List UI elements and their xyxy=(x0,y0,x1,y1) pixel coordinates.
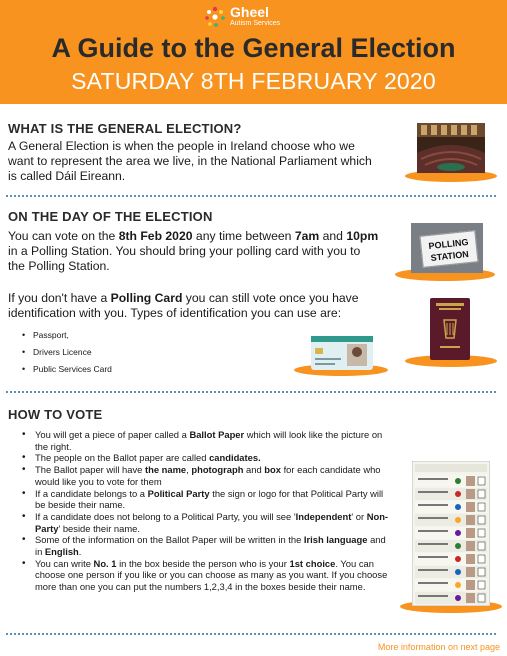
ballot-row xyxy=(415,475,487,487)
ballot-paper-photo xyxy=(412,461,490,606)
text-fragment: for each candidate who would like you to vote for them xyxy=(35,464,381,487)
sign-text: POLLING xyxy=(428,236,469,252)
emphasis-text: English xyxy=(44,546,79,558)
text-fragment: ' or xyxy=(351,510,367,522)
candidate-photo xyxy=(466,567,475,577)
text-fragment: The Ballot paper will have xyxy=(35,464,145,476)
party-logo xyxy=(455,517,461,523)
list-item xyxy=(22,511,392,534)
ballot-row-text xyxy=(418,569,448,571)
ballot-row xyxy=(415,488,487,500)
ballot-row-text xyxy=(418,478,448,480)
vote-box xyxy=(478,529,485,537)
text-fragment: You can vote on the xyxy=(8,229,119,243)
section-election-day-text xyxy=(8,229,403,274)
text-fragment: You will get a piece of paper called a xyxy=(35,429,190,440)
vote-box xyxy=(478,503,485,511)
ballot-row xyxy=(415,592,487,604)
emphasis-text: candidates. xyxy=(209,452,261,464)
ballot-row-text xyxy=(418,595,448,597)
candidate-photo xyxy=(466,476,475,486)
emphasis-text: 1st choice xyxy=(289,557,336,569)
logo-name: Gheel xyxy=(230,4,269,20)
emphasis-text: Ballot Paper xyxy=(189,429,245,440)
text-fragment: the sign or logo for that Political Party will be beside their name. xyxy=(35,487,384,511)
id-card-photo xyxy=(311,336,373,370)
logo-subtitle: Autism Services xyxy=(230,20,281,27)
date-emphasis: 8th Feb 2020 xyxy=(118,229,193,243)
party-logo xyxy=(455,478,461,484)
text-fragment: and xyxy=(243,464,265,476)
party-logo xyxy=(455,530,461,536)
polling-card-emphasis: Polling Card xyxy=(110,291,183,305)
party-logo xyxy=(455,582,461,588)
text-line: the Polling Station. xyxy=(8,259,110,273)
section-heading-how-to-vote: HOW TO VOTE xyxy=(8,407,103,422)
emphasis-text: Independent xyxy=(295,510,352,522)
ballot-row-text xyxy=(418,556,448,558)
text-fragment: in the box beside the person who is your xyxy=(116,557,290,569)
vote-box xyxy=(478,490,485,498)
text-fragment: If a candidate belongs to a xyxy=(35,487,148,499)
ballot-row-text xyxy=(418,582,448,584)
parliament-photo xyxy=(417,123,485,173)
ballot-row xyxy=(415,579,487,591)
ballot-row xyxy=(415,566,487,578)
passport-photo xyxy=(430,298,470,360)
candidate-photo xyxy=(466,580,475,590)
text-line: A General Election is when the people in Ireland choose who we xyxy=(8,139,355,153)
ballot-row xyxy=(415,527,487,539)
party-logo xyxy=(455,569,461,575)
party-logo xyxy=(455,595,461,601)
vote-box xyxy=(478,555,485,563)
text-fragment: , xyxy=(186,464,192,476)
emphasis-text: No. 1 xyxy=(93,557,117,569)
time-emphasis: 7am xyxy=(294,229,320,243)
polling-sign xyxy=(419,230,478,268)
candidate-photo xyxy=(466,554,475,564)
candidate-photo xyxy=(466,541,475,551)
section-divider xyxy=(6,195,496,197)
polling-station-photo xyxy=(411,223,483,273)
text-fragment: which will look like the picture on the right. xyxy=(35,429,383,452)
candidate-photo xyxy=(466,502,475,512)
ballot-row-text xyxy=(418,491,448,493)
party-logo xyxy=(455,543,461,549)
emphasis-text: Non-Party xyxy=(35,510,389,534)
list-item xyxy=(22,488,392,511)
vote-box xyxy=(478,568,485,576)
text-fragment: The people on the Ballot paper are called xyxy=(35,452,210,464)
text-line: identification with you. Types of identification you can use are: xyxy=(8,306,342,320)
logo-dots-icon xyxy=(203,5,227,29)
emphasis-text: the name xyxy=(144,464,187,476)
ballot-row xyxy=(415,553,487,565)
candidate-photo xyxy=(466,515,475,525)
list-item xyxy=(22,534,392,557)
emphasis-text: Political Party xyxy=(147,487,210,499)
party-logo xyxy=(455,556,461,562)
emphasis-text: box xyxy=(264,464,281,476)
ballot-row xyxy=(415,540,487,552)
section-divider xyxy=(6,633,496,635)
party-logo xyxy=(455,491,461,497)
text-fragment: any time between xyxy=(192,229,295,243)
ballot-row-text xyxy=(418,517,448,519)
id-types-list xyxy=(22,327,112,378)
emphasis-text: Irish language xyxy=(303,534,368,546)
text-fragment: and xyxy=(319,229,347,243)
text-line: is called Dáil Eireann. xyxy=(8,169,126,183)
vote-box xyxy=(478,542,485,550)
how-to-vote-list xyxy=(22,429,392,593)
text-fragment: You can write xyxy=(35,557,94,569)
vote-box xyxy=(478,516,485,524)
sign-text: STATION xyxy=(430,248,470,263)
text-fragment: . You can choose one person if you like or you can choose as many as you want. If you choose more than one you can put the numbers 1,2,3,4 in the boxes beside their name. xyxy=(35,557,388,593)
emphasis-text: photograph xyxy=(191,464,244,476)
text-fragment: ' beside their name. xyxy=(58,522,140,534)
candidate-photo xyxy=(466,528,475,538)
text-fragment: If a candidate does not belong to a Political Party, you will see ' xyxy=(35,510,296,522)
ballot-row xyxy=(415,514,487,526)
section-identification-text xyxy=(8,291,403,321)
more-info-link[interactable]: More information on next page xyxy=(377,642,500,652)
text-fragment: Some of the information on the Ballot Paper will be written in the xyxy=(35,534,304,546)
text-line: in a Polling Station. You should bring your polling card with you to xyxy=(8,244,361,258)
section-heading-election-day: ON THE DAY OF THE ELECTION xyxy=(8,209,213,224)
text-fragment: If you don't have a xyxy=(8,291,111,305)
text-fragment: . xyxy=(78,546,82,558)
vote-box xyxy=(478,581,485,589)
list-item: • Drivers Licence xyxy=(22,344,112,361)
vote-box xyxy=(478,477,485,485)
ballot-row-text xyxy=(418,530,448,532)
list-item xyxy=(22,464,392,487)
time-emphasis: 10pm xyxy=(346,229,379,243)
candidate-photo xyxy=(466,489,475,499)
page-subtitle: SATURDAY 8TH FEBRUARY 2020 xyxy=(71,68,436,94)
ballot-row-text xyxy=(418,504,448,506)
text-line xyxy=(8,291,403,306)
vote-box xyxy=(478,594,485,602)
list-item: • Passport, xyxy=(22,327,112,344)
party-logo xyxy=(455,504,461,510)
ballot-row xyxy=(415,501,487,513)
list-item xyxy=(22,429,392,452)
candidate-photo xyxy=(466,593,475,603)
text-line: want to represent the area we live, in the National Parliament which xyxy=(8,154,372,168)
section-what-is-text xyxy=(8,139,372,184)
page-title: A Guide to the General Election xyxy=(51,33,456,63)
ballot-row-text xyxy=(418,543,448,545)
header-banner xyxy=(0,0,507,104)
list-item: • Public Services Card xyxy=(22,361,112,378)
text-line xyxy=(8,229,403,244)
section-divider xyxy=(6,391,496,393)
text-fragment: you can still vote once you have xyxy=(182,291,359,305)
gheel-logo xyxy=(203,3,303,33)
list-item xyxy=(22,558,392,593)
list-item xyxy=(22,452,392,464)
section-heading-what-is: WHAT IS THE GENERAL ELECTION? xyxy=(8,121,242,136)
text-fragment: and in xyxy=(35,534,386,558)
